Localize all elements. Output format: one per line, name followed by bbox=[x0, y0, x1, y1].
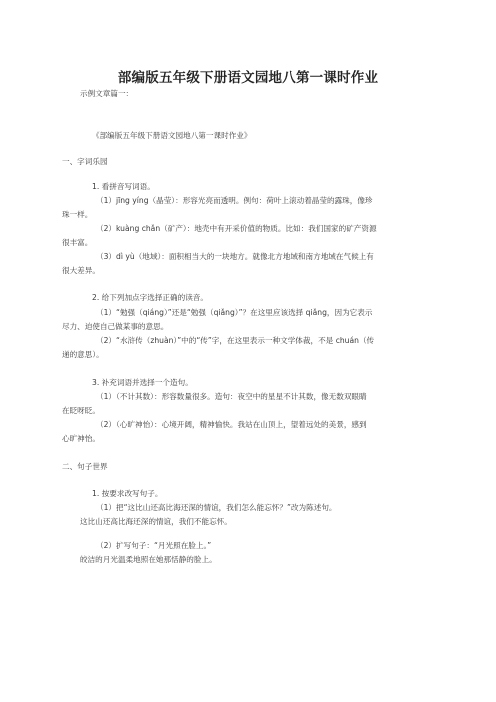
paragraph-line: （3）dì yù（地域）：面积相当大的一块地方。就像北方地域和南方地域在气候上有 bbox=[96, 252, 374, 261]
paragraph-line: 尽力、迫使自己做某事的意思。 bbox=[62, 322, 169, 331]
paragraph-line: （1）把“这比山还高比海还深的情谊，我们怎么能忘怀？”改为陈述句。 bbox=[96, 503, 337, 512]
paragraph-line: （1）（不计其数）：形容数量很多。造句：夜空中的星星不计其数，像无数双眼睛 bbox=[96, 392, 367, 401]
paragraph-line: （2）扩写句子：“月光照在脸上。” bbox=[96, 541, 212, 550]
paragraph-line: （2）“水浒传（zhuàn）”中的“传”字，在这里表示一种文学体裁，不是 chuán（传 bbox=[96, 336, 375, 345]
paragraph-line: 心旷神怡。 bbox=[62, 434, 100, 443]
paragraph-line: （1）jīng yíng（晶莹）：形容光亮而透明。例句：荷叶上滚动着晶莹的露珠，像珍 bbox=[96, 196, 373, 205]
answer-line: 这比山还高比海还深的情谊，我们不能忘怀。 bbox=[80, 517, 232, 526]
paragraph-line: （1）“勉强（qiáng）”还是“勉强（qiǎng）”？在这里应该选择 qiǎng，因为它表示 bbox=[96, 308, 373, 317]
document-title: 部编版五年级下册语文园地八第一课时作业 bbox=[117, 70, 379, 86]
paragraph-line: 很丰富。 bbox=[62, 238, 93, 247]
question-heading: 1. 看拼音写词语。 bbox=[92, 182, 155, 191]
paragraph-line: （2）kuàng chǎn（矿产）：地壳中有开采价值的物质。比如：我们国家的矿产资源 bbox=[96, 224, 377, 233]
paragraph-line: 递的意思）。 bbox=[62, 350, 104, 359]
paragraph-line: 珠一样。 bbox=[62, 210, 93, 219]
section-heading-2: 二、句子世界 bbox=[62, 462, 108, 471]
section-heading-1: 一、字词乐园 bbox=[62, 157, 108, 166]
question-heading: 3. 补充词语并选择一个造句。 bbox=[92, 378, 193, 387]
source-title: 《部编版五年级下册语文园地八第一课时作业》 bbox=[92, 131, 252, 140]
subtitle: 示例文章篇一： bbox=[80, 89, 134, 98]
paragraph-line: （2）（心旷神怡）：心境开阔，精神愉快。我站在山顶上，望着远处的美景，感到 bbox=[96, 420, 367, 429]
answer-line: 皎洁的月光温柔地照在她那恬静的脸上。 bbox=[80, 555, 217, 564]
paragraph-line: 很大差异。 bbox=[62, 266, 100, 275]
paragraph-line: 在眨呀眨。 bbox=[62, 406, 100, 415]
question-heading: 2. 给下列加点字选择正确的读音。 bbox=[92, 293, 208, 302]
question-heading: 1. 按要求改写句子。 bbox=[92, 489, 163, 498]
